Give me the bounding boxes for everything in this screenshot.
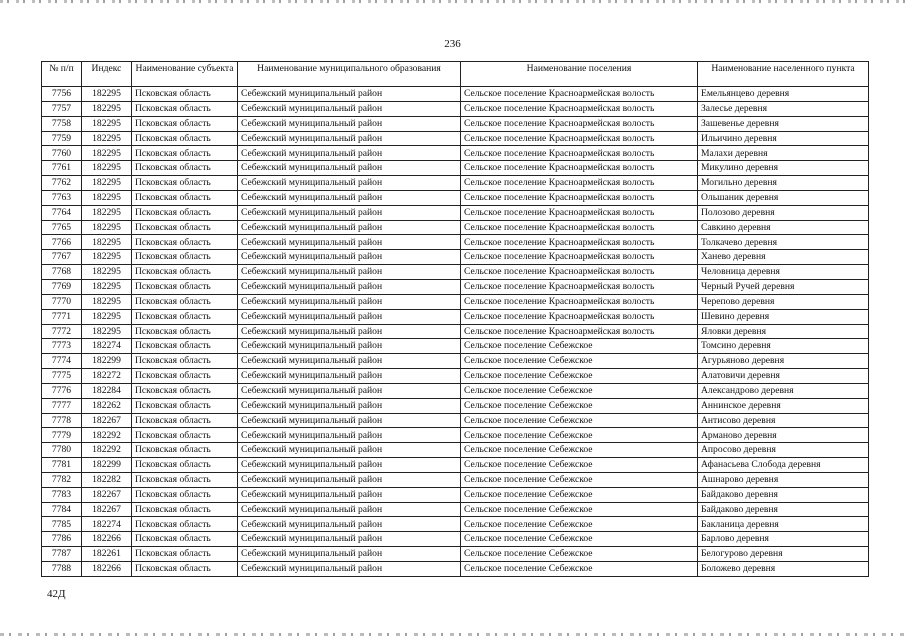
- table-row: [42, 562, 869, 577]
- header-index: Индекс: [82, 62, 132, 87]
- cell-index: 182274: [82, 517, 132, 532]
- cell-num: 7776: [42, 383, 82, 398]
- cell-locality: Черный Ручей деревня: [698, 279, 869, 294]
- cell-index: 182292: [82, 428, 132, 443]
- cell-subject: Псковская область: [132, 294, 238, 309]
- cell-municipality: Себежский муниципальный район: [238, 428, 461, 443]
- cell-num: 7778: [42, 413, 82, 428]
- table-row: [42, 502, 869, 517]
- cell-locality: Арманово деревня: [698, 428, 869, 443]
- cell-locality: Зашевенье деревня: [698, 116, 869, 131]
- cell-num: 7763: [42, 190, 82, 205]
- cell-subject: Псковская область: [132, 250, 238, 265]
- cell-subject: Псковская область: [132, 116, 238, 131]
- cell-num: 7767: [42, 250, 82, 265]
- cell-num: 7788: [42, 562, 82, 577]
- table-body: [42, 87, 869, 577]
- cell-settlement: Сельское поселение Себежское: [461, 443, 698, 458]
- table-row: [42, 205, 869, 220]
- scan-edge-top: [0, 0, 905, 3]
- table-row: [42, 472, 869, 487]
- cell-subject: Псковская область: [132, 532, 238, 547]
- cell-locality: Алатовичи деревня: [698, 369, 869, 384]
- cell-municipality: Себежский муниципальный район: [238, 472, 461, 487]
- cell-num: 7772: [42, 324, 82, 339]
- header-municipality: Наименование муниципального образования: [238, 62, 461, 87]
- cell-locality: Ханево деревня: [698, 250, 869, 265]
- cell-index: 182295: [82, 190, 132, 205]
- cell-locality: Байдаково деревня: [698, 487, 869, 502]
- page-number: 236: [444, 38, 461, 50]
- cell-settlement: Сельское поселение Себежское: [461, 532, 698, 547]
- cell-settlement: Сельское поселение Себежское: [461, 398, 698, 413]
- cell-settlement: Сельское поселение Красноармейская волость: [461, 324, 698, 339]
- cell-municipality: Себежский муниципальный район: [238, 87, 461, 102]
- cell-index: 182295: [82, 324, 132, 339]
- cell-municipality: Себежский муниципальный район: [238, 146, 461, 161]
- cell-settlement: Сельское поселение Красноармейская волость: [461, 161, 698, 176]
- cell-num: 7761: [42, 161, 82, 176]
- table-row: [42, 279, 869, 294]
- cell-num: 7768: [42, 265, 82, 280]
- cell-municipality: Себежский муниципальный район: [238, 161, 461, 176]
- cell-subject: Псковская область: [132, 324, 238, 339]
- cell-locality: Ольшаник деревня: [698, 190, 869, 205]
- cell-locality: Полозово деревня: [698, 205, 869, 220]
- cell-settlement: Сельское поселение Красноармейская волость: [461, 146, 698, 161]
- cell-subject: Псковская область: [132, 205, 238, 220]
- scan-edge-bottom: [0, 633, 905, 636]
- table-row: [42, 309, 869, 324]
- cell-subject: Псковская область: [132, 265, 238, 280]
- cell-municipality: Себежский муниципальный район: [238, 487, 461, 502]
- cell-subject: Псковская область: [132, 131, 238, 146]
- cell-num: 7787: [42, 547, 82, 562]
- cell-num: 7782: [42, 472, 82, 487]
- cell-index: 182295: [82, 131, 132, 146]
- cell-index: 182295: [82, 309, 132, 324]
- table-row: [42, 101, 869, 116]
- cell-index: 182299: [82, 458, 132, 473]
- cell-municipality: Себежский муниципальный район: [238, 547, 461, 562]
- cell-locality: Черепово деревня: [698, 294, 869, 309]
- cell-municipality: Себежский муниципальный район: [238, 383, 461, 398]
- cell-index: 182295: [82, 101, 132, 116]
- cell-municipality: Себежский муниципальный район: [238, 131, 461, 146]
- cell-subject: Псковская область: [132, 235, 238, 250]
- cell-settlement: Сельское поселение Красноармейская волость: [461, 235, 698, 250]
- cell-index: 182295: [82, 205, 132, 220]
- table-row: [42, 146, 869, 161]
- cell-num: 7785: [42, 517, 82, 532]
- cell-subject: Псковская область: [132, 220, 238, 235]
- cell-num: 7756: [42, 87, 82, 102]
- cell-subject: Псковская область: [132, 87, 238, 102]
- cell-subject: Псковская область: [132, 547, 238, 562]
- table-row: [42, 161, 869, 176]
- cell-locality: Савкино деревня: [698, 220, 869, 235]
- cell-num: 7779: [42, 428, 82, 443]
- cell-settlement: Сельское поселение Красноармейская волость: [461, 205, 698, 220]
- cell-index: 182266: [82, 562, 132, 577]
- cell-num: 7780: [42, 443, 82, 458]
- cell-settlement: Сельское поселение Себежское: [461, 562, 698, 577]
- cell-municipality: Себежский муниципальный район: [238, 265, 461, 280]
- cell-index: 182295: [82, 176, 132, 191]
- cell-locality: Залесье деревня: [698, 101, 869, 116]
- cell-locality: Томсино деревня: [698, 339, 869, 354]
- cell-locality: Афанасьева Слобода деревня: [698, 458, 869, 473]
- table-row: [42, 339, 869, 354]
- cell-municipality: Себежский муниципальный район: [238, 190, 461, 205]
- cell-settlement: Сельское поселение Себежское: [461, 339, 698, 354]
- cell-municipality: Себежский муниципальный район: [238, 324, 461, 339]
- cell-settlement: Сельское поселение Красноармейская волость: [461, 279, 698, 294]
- cell-settlement: Сельское поселение Красноармейская волость: [461, 265, 698, 280]
- cell-settlement: Сельское поселение Красноармейская волость: [461, 190, 698, 205]
- cell-municipality: Себежский муниципальный район: [238, 250, 461, 265]
- cell-num: 7773: [42, 339, 82, 354]
- table-row: [42, 354, 869, 369]
- cell-municipality: Себежский муниципальный район: [238, 309, 461, 324]
- cell-settlement: Сельское поселение Себежское: [461, 547, 698, 562]
- cell-num: 7758: [42, 116, 82, 131]
- cell-num: 7757: [42, 101, 82, 116]
- cell-settlement: Сельское поселение Себежское: [461, 458, 698, 473]
- cell-municipality: Себежский муниципальный район: [238, 562, 461, 577]
- header-settlement: Наименование поселения: [461, 62, 698, 87]
- cell-municipality: Себежский муниципальный район: [238, 517, 461, 532]
- cell-num: 7770: [42, 294, 82, 309]
- table-row: [42, 458, 869, 473]
- cell-index: 182267: [82, 413, 132, 428]
- table-row: [42, 547, 869, 562]
- table-row: [42, 383, 869, 398]
- cell-settlement: Сельское поселение Красноармейская волость: [461, 294, 698, 309]
- cell-index: 182274: [82, 339, 132, 354]
- cell-settlement: Сельское поселение Себежское: [461, 502, 698, 517]
- cell-num: 7777: [42, 398, 82, 413]
- cell-locality: Микулино деревня: [698, 161, 869, 176]
- cell-settlement: Сельское поселение Красноармейская волость: [461, 87, 698, 102]
- cell-locality: Боложево деревня: [698, 562, 869, 577]
- cell-subject: Псковская область: [132, 487, 238, 502]
- table-row: [42, 398, 869, 413]
- cell-settlement: Сельское поселение Красноармейская волость: [461, 101, 698, 116]
- cell-subject: Псковская область: [132, 354, 238, 369]
- cell-num: 7766: [42, 235, 82, 250]
- cell-locality: Барлово деревня: [698, 532, 869, 547]
- cell-municipality: Себежский муниципальный район: [238, 354, 461, 369]
- cell-subject: Псковская область: [132, 190, 238, 205]
- cell-locality: Ашнарово деревня: [698, 472, 869, 487]
- cell-index: 182295: [82, 294, 132, 309]
- table-header-row: [42, 62, 869, 87]
- cell-index: 182295: [82, 146, 132, 161]
- cell-municipality: Себежский муниципальный район: [238, 235, 461, 250]
- table-row: [42, 532, 869, 547]
- cell-index: 182295: [82, 235, 132, 250]
- cell-settlement: Сельское поселение Себежское: [461, 413, 698, 428]
- cell-subject: Псковская область: [132, 339, 238, 354]
- cell-index: 182295: [82, 161, 132, 176]
- cell-num: 7783: [42, 487, 82, 502]
- cell-settlement: Сельское поселение Себежское: [461, 383, 698, 398]
- cell-municipality: Себежский муниципальный район: [238, 294, 461, 309]
- cell-subject: Псковская область: [132, 176, 238, 191]
- table-row: [42, 220, 869, 235]
- cell-settlement: Сельское поселение Себежское: [461, 487, 698, 502]
- cell-locality: Человница деревня: [698, 265, 869, 280]
- cell-locality: Могильно деревня: [698, 176, 869, 191]
- cell-municipality: Себежский муниципальный район: [238, 369, 461, 384]
- settlements-table: [41, 61, 869, 577]
- cell-locality: Агурьяново деревня: [698, 354, 869, 369]
- cell-index: 182295: [82, 265, 132, 280]
- cell-municipality: Себежский муниципальный район: [238, 339, 461, 354]
- cell-locality: Ильичино деревня: [698, 131, 869, 146]
- cell-municipality: Себежский муниципальный район: [238, 413, 461, 428]
- cell-index: 182295: [82, 116, 132, 131]
- cell-locality: Байдаково деревня: [698, 502, 869, 517]
- cell-municipality: Себежский муниципальный район: [238, 279, 461, 294]
- cell-subject: Псковская область: [132, 146, 238, 161]
- cell-subject: Псковская область: [132, 458, 238, 473]
- cell-settlement: Сельское поселение Себежское: [461, 472, 698, 487]
- table-row: [42, 176, 869, 191]
- table-row: [42, 265, 869, 280]
- cell-locality: Аннинское деревня: [698, 398, 869, 413]
- cell-num: 7760: [42, 146, 82, 161]
- cell-settlement: Сельское поселение Красноармейская волость: [461, 176, 698, 191]
- cell-subject: Псковская область: [132, 279, 238, 294]
- table-row: [42, 294, 869, 309]
- cell-subject: Псковская область: [132, 413, 238, 428]
- cell-subject: Псковская область: [132, 428, 238, 443]
- cell-subject: Псковская область: [132, 502, 238, 517]
- cell-settlement: Сельское поселение Себежское: [461, 354, 698, 369]
- cell-locality: Бакланица деревня: [698, 517, 869, 532]
- cell-index: 182261: [82, 547, 132, 562]
- cell-municipality: Себежский муниципальный район: [238, 398, 461, 413]
- cell-locality: Емельянцево деревня: [698, 87, 869, 102]
- cell-num: 7784: [42, 502, 82, 517]
- cell-subject: Псковская область: [132, 472, 238, 487]
- cell-municipality: Себежский муниципальный район: [238, 220, 461, 235]
- cell-municipality: Себежский муниципальный район: [238, 532, 461, 547]
- cell-num: 7775: [42, 369, 82, 384]
- header-subject: Наименование субъекта: [132, 62, 238, 87]
- table-row: [42, 190, 869, 205]
- table-row: [42, 235, 869, 250]
- cell-locality: Антисово деревня: [698, 413, 869, 428]
- table-row: [42, 413, 869, 428]
- cell-num: 7762: [42, 176, 82, 191]
- cell-subject: Псковская область: [132, 398, 238, 413]
- table-row: [42, 131, 869, 146]
- cell-index: 182284: [82, 383, 132, 398]
- table-row: [42, 428, 869, 443]
- cell-subject: Псковская область: [132, 383, 238, 398]
- cell-subject: Псковская область: [132, 369, 238, 384]
- cell-num: 7771: [42, 309, 82, 324]
- table-row: [42, 324, 869, 339]
- table-row: [42, 250, 869, 265]
- table-row: [42, 369, 869, 384]
- cell-index: 182295: [82, 250, 132, 265]
- cell-locality: Александрово деревня: [698, 383, 869, 398]
- cell-municipality: Себежский муниципальный район: [238, 176, 461, 191]
- table-row: [42, 443, 869, 458]
- cell-index: 182295: [82, 220, 132, 235]
- cell-num: 7765: [42, 220, 82, 235]
- cell-settlement: Сельское поселение Красноармейская волость: [461, 116, 698, 131]
- cell-subject: Псковская область: [132, 562, 238, 577]
- cell-num: 7769: [42, 279, 82, 294]
- cell-locality: Малахи деревня: [698, 146, 869, 161]
- cell-settlement: Сельское поселение Красноармейская волость: [461, 220, 698, 235]
- cell-subject: Псковская область: [132, 161, 238, 176]
- cell-locality: Апросово деревня: [698, 443, 869, 458]
- cell-municipality: Себежский муниципальный район: [238, 205, 461, 220]
- cell-locality: Белогурово деревня: [698, 547, 869, 562]
- cell-subject: Псковская область: [132, 101, 238, 116]
- cell-settlement: Сельское поселение Себежское: [461, 517, 698, 532]
- cell-municipality: Себежский муниципальный район: [238, 502, 461, 517]
- cell-index: 182262: [82, 398, 132, 413]
- cell-municipality: Себежский муниципальный район: [238, 458, 461, 473]
- cell-municipality: Себежский муниципальный район: [238, 443, 461, 458]
- cell-num: 7786: [42, 532, 82, 547]
- cell-index: 182266: [82, 532, 132, 547]
- cell-index: 182295: [82, 279, 132, 294]
- cell-settlement: Сельское поселение Себежское: [461, 428, 698, 443]
- table-row: [42, 87, 869, 102]
- table-row: [42, 487, 869, 502]
- cell-settlement: Сельское поселение Себежское: [461, 369, 698, 384]
- cell-subject: Псковская область: [132, 443, 238, 458]
- table-row: [42, 517, 869, 532]
- header-num: № п/п: [42, 62, 82, 87]
- cell-subject: Псковская область: [132, 517, 238, 532]
- cell-locality: Шевино деревня: [698, 309, 869, 324]
- header-locality: Наименование населенного пункта: [698, 62, 869, 87]
- cell-num: 7781: [42, 458, 82, 473]
- cell-settlement: Сельское поселение Красноармейская волость: [461, 250, 698, 265]
- cell-locality: Яловки деревня: [698, 324, 869, 339]
- cell-subject: Псковская область: [132, 309, 238, 324]
- cell-settlement: Сельское поселение Красноармейская волость: [461, 309, 698, 324]
- cell-num: 7759: [42, 131, 82, 146]
- footer-mark: 42Д: [47, 588, 66, 600]
- cell-municipality: Себежский муниципальный район: [238, 116, 461, 131]
- cell-settlement: Сельское поселение Красноармейская волость: [461, 131, 698, 146]
- cell-index: 182267: [82, 502, 132, 517]
- cell-locality: Толкачево деревня: [698, 235, 869, 250]
- cell-index: 182299: [82, 354, 132, 369]
- cell-index: 182295: [82, 87, 132, 102]
- cell-num: 7764: [42, 205, 82, 220]
- cell-index: 182282: [82, 472, 132, 487]
- cell-index: 182292: [82, 443, 132, 458]
- cell-num: 7774: [42, 354, 82, 369]
- table-row: [42, 116, 869, 131]
- cell-municipality: Себежский муниципальный район: [238, 101, 461, 116]
- cell-index: 182267: [82, 487, 132, 502]
- cell-index: 182272: [82, 369, 132, 384]
